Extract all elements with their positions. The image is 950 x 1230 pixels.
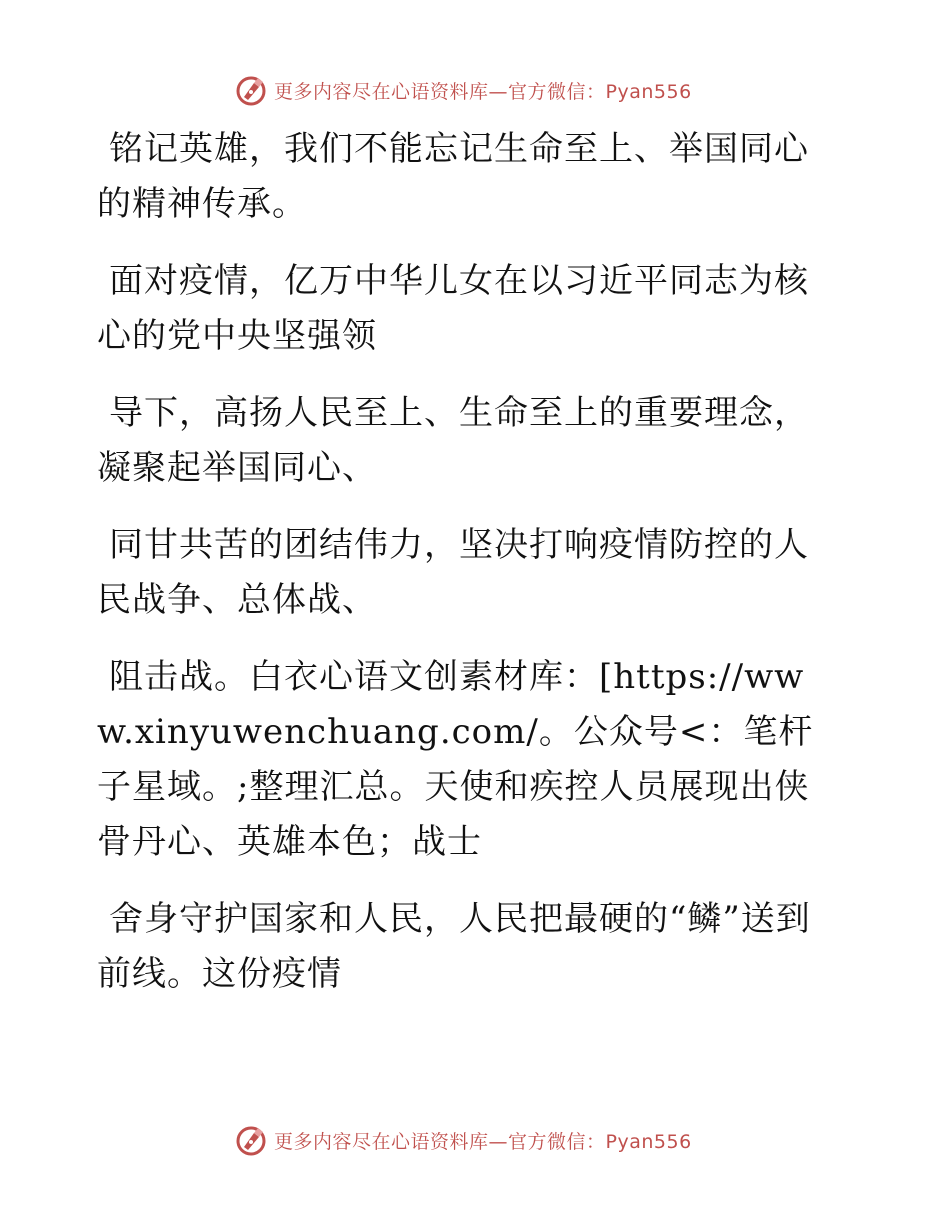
header-watermark [234,72,692,108]
paragraph: 铭记英雄，我们不能忘记生命至上、举国同心的精神传承。 [97,129,809,224]
paragraph: 阻击战。白衣心语文创素材库：[https://www.xinyuwenchuang.com/。公众号<：笔杆子星域。;整理汇总。天使和疾控人员展现出侠骨丹心、英雄本色；战士 [97,657,814,862]
pen-nib-logo-icon [234,73,268,107]
paragraph: 舍身守护国家和人民，人民把最硬的“鳞”送到前线。这份疫情 [97,899,811,994]
watermark-text: 更多内容尽在心语资料库—官方微信：Pyan556 [274,80,692,103]
document-body [97,122,837,1024]
pen-nib-logo-icon [234,1123,268,1157]
watermark-text: 更多内容尽在心语资料库—官方微信：Pyan556 [274,1130,692,1153]
footer-watermark [234,1122,692,1158]
paragraph: 导下，高扬人民至上、生命至上的重要理念，凝聚起举国同心、 [97,393,809,488]
paragraph: 面对疫情，亿万中华儿女在以习近平同志为核心的党中央坚强领 [97,261,809,356]
paragraph: 同甘共苦的团结伟力，坚决打响疫情防控的人民战争、总体战、 [97,525,809,620]
